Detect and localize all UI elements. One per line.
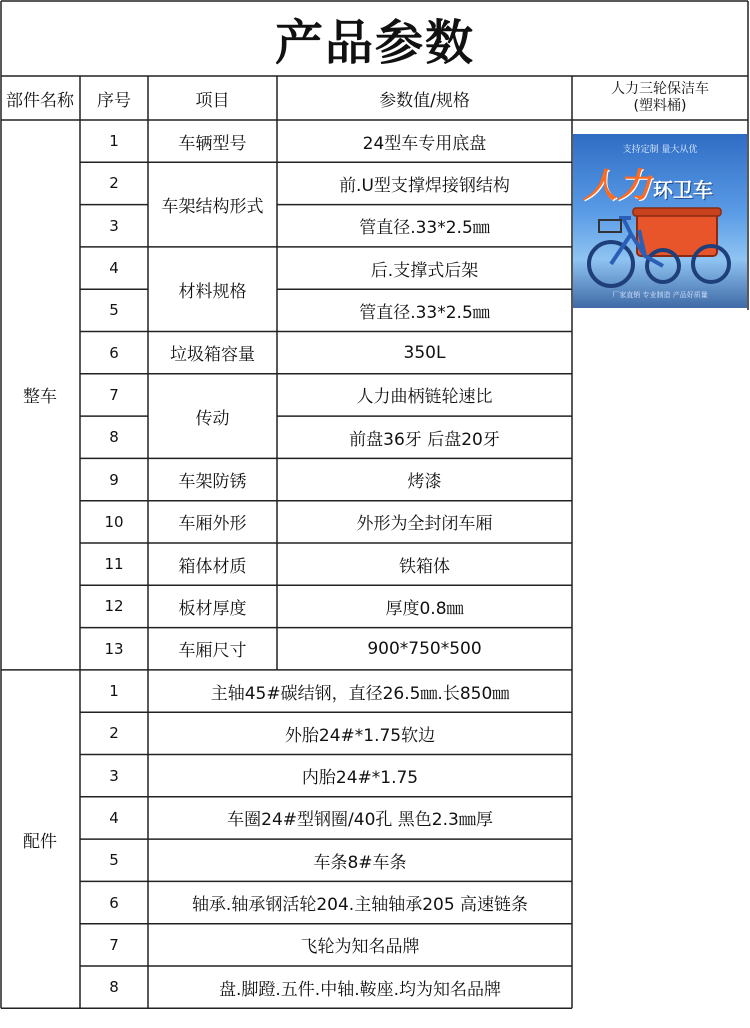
header-image-line2: (塑料桶)	[633, 98, 687, 114]
vehicle-row-seq: 10	[104, 512, 124, 531]
accessory-row-seq: 2	[109, 724, 119, 743]
vehicle-item-label: 车厢外形	[178, 514, 247, 535]
vehicle-row-seq: 6	[109, 343, 119, 362]
product-image-headline: 支持定制 量大从优	[622, 145, 698, 155]
product-image-brand-sub: 环卫车	[653, 178, 713, 202]
accessory-row-text: 车条8#车条	[313, 852, 407, 873]
vehicle-row-seq: 7	[109, 385, 119, 404]
vehicle-row-value: 管直径.33*2.5㎜	[359, 218, 490, 239]
vehicle-row-value: 人力曲柄链轮速比	[356, 387, 493, 408]
vehicle-item-label: 车架结构形式	[161, 197, 264, 218]
vehicle-item-label: 车架防锈	[178, 472, 247, 493]
vehicle-row-seq: 5	[109, 301, 119, 320]
vehicle-item-label: 垃圾箱容量	[170, 345, 255, 366]
group-vehicle: 整车	[23, 387, 57, 408]
vehicle-row-value: 外形为全封闭车厢	[356, 514, 493, 535]
vehicle-row-value: 铁箱体	[399, 556, 450, 577]
vehicle-row-seq: 12	[104, 597, 124, 616]
group-accessories: 配件	[23, 831, 57, 852]
vehicle-row-value: 后.支撑式后架	[370, 260, 479, 281]
header-item: 项目	[195, 90, 230, 111]
accessory-row-text: 盘.脚蹬.五件.中轴.鞍座.均为知名品牌	[218, 979, 502, 1000]
accessory-row-seq: 7	[109, 935, 119, 954]
accessory-row-seq: 1	[109, 682, 119, 701]
vehicle-item-label: 车辆型号	[178, 133, 247, 154]
vehicle-row-seq: 3	[109, 216, 119, 235]
vehicle-item-label: 箱体材质	[178, 556, 247, 577]
accessory-row-text: 内胎24#*1.75	[301, 768, 419, 789]
header-part: 部件名称	[6, 90, 74, 111]
vehicle-item-label: 传动	[195, 408, 230, 429]
garbage-box-lid	[633, 208, 721, 216]
accessory-row-text: 轴承.轴承钢活轮204.主轴轴承205 高速链条	[191, 895, 529, 916]
accessory-row-text: 飞轮为知名品牌	[300, 937, 420, 958]
product-image	[573, 134, 747, 308]
accessory-row-seq: 3	[109, 766, 119, 785]
vehicle-item-label: 车厢尺寸	[178, 641, 247, 662]
accessory-row-seq: 5	[109, 851, 119, 870]
vehicle-row-seq: 11	[104, 555, 124, 574]
header-value: 参数值/规格	[379, 90, 470, 111]
vehicle-row-value: 前.U型支撑焊接钢结构	[339, 175, 510, 196]
product-image-footer: 厂家直销 专业制造 产品好质量	[612, 291, 708, 299]
vehicle-row-value: 24型车专用底盘	[362, 133, 487, 154]
vehicle-row-seq: 9	[109, 470, 119, 489]
vehicle-row-value: 前盘36牙 后盘20牙	[349, 429, 500, 450]
vehicle-item-label: 板材厚度	[178, 598, 247, 619]
header-image-line1: 人力三轮保洁车	[611, 81, 709, 97]
vehicle-item-label: 材料规格	[178, 281, 247, 302]
page-title: 产品参数	[274, 14, 475, 71]
vehicle-row-value: 350L	[403, 342, 446, 363]
product-image-brand-main: 人力	[583, 166, 651, 206]
vehicle-row-seq: 13	[104, 639, 124, 658]
header-seq: 序号	[97, 90, 131, 111]
tricycle-illustration	[573, 134, 747, 308]
vehicle-row-value: 管直径.33*2.5㎜	[359, 302, 490, 323]
accessory-row-seq: 8	[109, 978, 119, 997]
garbage-box	[637, 212, 717, 256]
header-image-column	[572, 76, 748, 120]
accessory-row-seq: 4	[109, 808, 119, 827]
accessory-row-text: 外胎24#*1.75软边	[284, 725, 436, 746]
front-basket	[599, 220, 621, 232]
vehicle-row-value: 烤漆	[407, 472, 442, 493]
vehicle-row-value: 厚度0.8㎜	[385, 598, 464, 619]
accessory-row-text: 主轴45#碳结钢，直径26.5㎜.长850㎜	[210, 683, 510, 704]
vehicle-row-seq: 2	[109, 174, 119, 193]
accessory-row-text: 车圈24#型钢圈/40孔 黑色2.3㎜厚	[227, 810, 493, 831]
vehicle-row-seq: 1	[109, 132, 119, 151]
accessory-row-seq: 6	[109, 893, 119, 912]
vehicle-row-value: 900*750*500	[367, 638, 482, 659]
vehicle-row-seq: 4	[109, 259, 119, 278]
vehicle-row-seq: 8	[109, 428, 119, 447]
